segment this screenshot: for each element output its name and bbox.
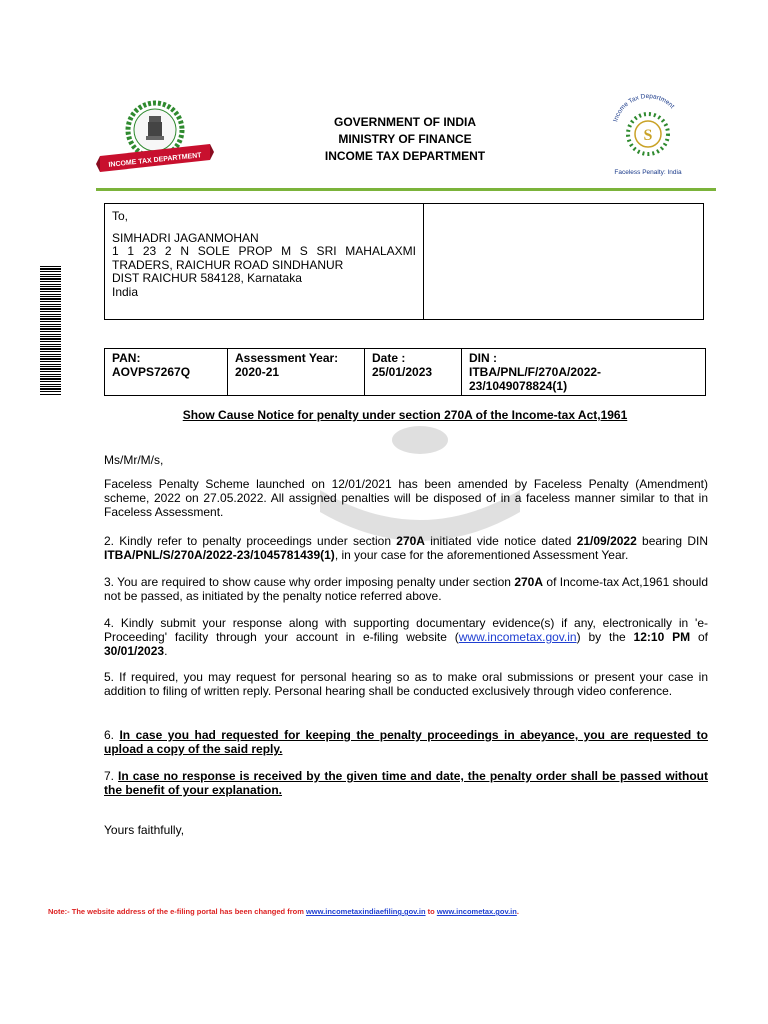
ministry-heading: MINISTRY OF FINANCE (338, 132, 472, 146)
govt-heading: GOVERNMENT OF INDIA (333, 115, 476, 129)
address-box (104, 203, 704, 320)
paragraph-4: 4. Kindly submit your response along with supporting documentary evidence(s) if any, electronically in 'e-Proceeding' facility through your account in e-filing website (www.incometax.gov.in) by the 12:10 PM of 30/01/2023. (104, 616, 708, 658)
assessment-year-label: Assessment Year: (235, 351, 339, 365)
footer-note: Note:- The website address of the e-filing portal has been changed from www.incometaxindiaefiling.gov.in to www.incometax.gov.in. (48, 907, 519, 916)
closing-text: Yours faithfully, (104, 823, 185, 837)
din-value-line-1: ITBA/PNL/F/270A/2022- (469, 365, 602, 379)
notice-info-table (104, 348, 706, 396)
address-box-divider (423, 204, 424, 319)
svg-text:S: S (643, 127, 653, 144)
assessment-year-value: 2020-21 (235, 365, 280, 379)
department-heading: INCOME TAX DEPARTMENT (324, 149, 486, 163)
paragraph-1: Faceless Penalty Scheme launched on 12/01/2021 has been amended by Faceless Penalty (Amendment) scheme, 2022 on 27.05.2022. All assigned penalties will be disposed of in a faceless manner similar to that in Faceless Assessment. (104, 477, 708, 519)
salutation: Ms/Mr/M/s, (104, 453, 164, 467)
paragraph-3: 3. You are required to show cause why order imposing penalty under section 270A of Income-tax Act,1961 should not be passed, as initiated by the penalty notice referred above. (104, 575, 708, 603)
addressee-name: SIMHADRI JAGANMOHAN (112, 230, 259, 245)
paragraph-7: 7. In case no response is received by the given time and date, the penalty order shall be passed without the benefit of your explanation. (104, 769, 709, 797)
address-line-1b: TRADERS, RAICHUR ROAD SINDHANUR (112, 257, 344, 272)
date-value: 25/01/2023 (372, 365, 433, 379)
barcode (40, 266, 61, 396)
din-value-line-2: 23/1049078824(1) (469, 379, 568, 393)
income-tax-department-logo (96, 98, 214, 180)
faceless-penalty-logo (594, 92, 702, 180)
notice-subject: Show Cause Notice for penalty under section 270A of the Income-tax Act,1961 (182, 408, 628, 422)
paragraph-2: 2. Kindly refer to penalty proceedings under section 270A initiated vide notice dated 21/09/2022 bearing DIN ITBA/PNL/S/270A/2022-23/1045781439(1), in your case for the aforementioned Assessment Year. (104, 534, 708, 562)
svg-text:Income Tax Department: Income Tax Department (612, 92, 676, 123)
din-label: DIN : (469, 351, 497, 365)
header-rule (96, 188, 716, 191)
efiling-website-link[interactable]: www.incometax.gov.in (458, 630, 577, 644)
paragraph-6: 6. In case you had requested for keeping the penalty proceedings in abeyance, you are requested to upload a copy of the said reply. (104, 728, 709, 756)
old-efiling-link[interactable]: www.incometaxindiaefiling.gov.in (305, 907, 426, 916)
address-to: To, (112, 209, 129, 223)
address-line-2: DIST RAICHUR 584128, Karnataka (112, 271, 302, 285)
paragraph-5: 5. If required, you may request for personal hearing so as to make oral submissions or present your case in addition to filing of written reply. Personal hearing shall be conducted exclusively through video conference. (104, 670, 708, 698)
address-country: India (112, 284, 139, 299)
svg-text:INCOME TAX DEPARTMENT: INCOME TAX DEPARTMENT (108, 152, 202, 169)
new-efiling-link[interactable]: www.incometax.gov.in (436, 907, 517, 916)
pan-value: AOVPS7267Q (112, 365, 191, 379)
pan-label: PAN: (112, 351, 141, 365)
address-line-1a: 1 1 23 2 N SOLE PROP M S SRI MAHALAXMI (112, 244, 416, 258)
date-label: Date : (372, 351, 406, 365)
svg-text:Faceless Penalty: India: Faceless Penalty: India (614, 169, 682, 176)
